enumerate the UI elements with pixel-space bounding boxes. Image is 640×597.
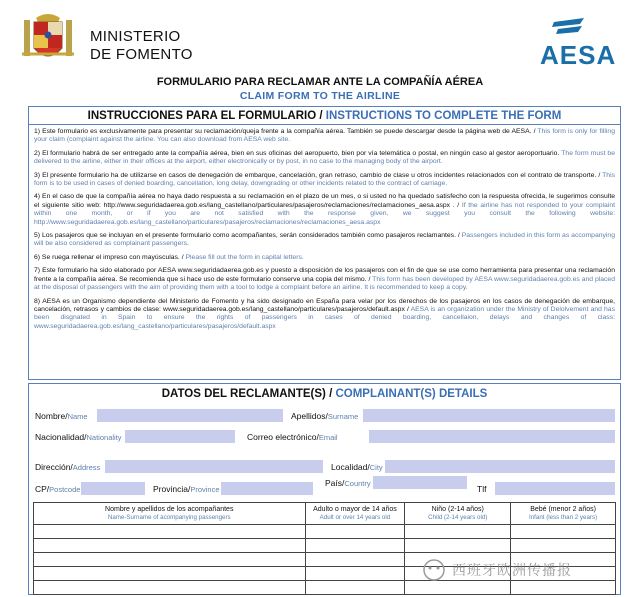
instruction-item xyxy=(34,172,615,189)
instruction-text-en: If the airline has not responded to your complaint within one month, or if you are not satisfied with the response given, we suggest you consult the following website: http://www.seguridadaerea.gob.es/lang_castellano/particulares/pasajeros/reclamaciones/reclamaciones_aesa.aspx xyxy=(34,201,615,226)
complainant-heading xyxy=(29,384,620,404)
instruction-text-es: 2) El formulario habrá de ser entregado ante la compañía aérea, bien en sus oficinas del aeropuerto, bien por vía telemática o postal, en ningún caso al gestor aeroportuario. xyxy=(34,149,562,157)
postcode-field[interactable] xyxy=(81,482,145,495)
col-header-adult xyxy=(305,503,405,525)
header-text-es: Bebé (menor 2 años) xyxy=(530,505,596,513)
email-label-en: Email xyxy=(318,433,338,442)
header-text-en: Adult or over 14 years old xyxy=(319,513,391,521)
postcode-label-es: CP/ xyxy=(35,484,50,494)
companion-name-cell[interactable] xyxy=(34,525,306,539)
adult-cell[interactable] xyxy=(305,553,405,567)
table-row xyxy=(34,539,616,553)
companion-name-cell[interactable] xyxy=(34,553,306,567)
adult-cell[interactable] xyxy=(305,567,405,581)
watermark-text: 西班牙欧洲传播报 xyxy=(452,562,572,578)
city-label xyxy=(331,462,383,472)
surname-label xyxy=(291,411,358,421)
child-cell[interactable] xyxy=(405,539,511,553)
adult-cell[interactable] xyxy=(305,581,405,595)
nationality-label-en: Nationality xyxy=(86,433,122,442)
name-label xyxy=(35,411,88,421)
city-field[interactable] xyxy=(385,460,615,473)
companion-name-cell[interactable] xyxy=(34,567,306,581)
instruction-item xyxy=(34,150,615,167)
nationality-label xyxy=(35,432,122,442)
instruction-text-en: This form has been developed by AESA www.seguridadaerea.gob.es and placed at the disposal of passengers with the aim of providing them with a tool to lodge a complaint before an airline. It is recommended to keep a copy. xyxy=(34,275,615,292)
province-field[interactable] xyxy=(221,482,313,495)
ministry-line-1: MINISTERIO xyxy=(90,28,181,45)
name-field[interactable] xyxy=(97,409,283,422)
coat-of-arms-icon xyxy=(22,10,74,66)
header-text-es: Nombre y apellidos de los acompañantes xyxy=(105,505,234,513)
country-field[interactable] xyxy=(373,476,467,489)
address-label-es: Dirección/ xyxy=(35,462,73,472)
col-header-infant xyxy=(511,503,616,525)
instruction-text-es: 5) Los pasajeros que se incluyan en el presente formulario como acompañantes, serán considerados también como pasajeros reclamantes. / xyxy=(34,232,462,240)
form-title: FORMULARIO PARA RECLAMAR ANTE LA COMPAÑÍA AÉREA xyxy=(156,76,484,88)
header-text-es: Adulto o mayor de 14 años xyxy=(313,505,397,513)
email-label xyxy=(247,432,338,442)
instruction-text-en: This form is only for filling your claim (complaint against the airline. You can also download from AESA web site. xyxy=(34,128,615,144)
col-header-companion-name xyxy=(34,503,306,525)
postcode-label-en: Postcode xyxy=(49,485,81,494)
ministry-line-2: DE FOMENTO xyxy=(90,46,193,63)
province-label-es: Provincia/ xyxy=(153,484,191,494)
instruction-item xyxy=(34,267,615,292)
instruction-text-es: 1) Este formulario es exclusivamente para presentar su reclamación/queja frente a la compañía aérea. También se puede descargar desde la página web de AESA. / xyxy=(34,128,538,135)
instruction-text-en: Please fill out the form in capital letters. xyxy=(185,253,304,261)
instruction-item xyxy=(34,298,615,332)
instructions-section xyxy=(28,106,621,380)
aesa-brand: AESA xyxy=(540,40,617,70)
col-header-child xyxy=(405,503,511,525)
instruction-text-es: 8) AESA es un Organismo dependiente del Ministerio de Fomento y ha sido designado en España para velar por los derechos de los pasajeros en los casos de denegación de embarque, cancelación, retrasos y cambios de clase: www.seguridadaerea.gob.es/lang_castellano/particulares/pasajeros/default.aspx / xyxy=(34,297,615,313)
instruction-item xyxy=(34,232,615,249)
instruction-text-es: 6) Se ruega rellenar el impreso con mayúsculas. / xyxy=(34,253,186,261)
phone-field[interactable] xyxy=(495,482,615,495)
instructions-heading xyxy=(29,107,620,125)
instruction-item xyxy=(34,193,615,227)
complainant-heading-en: COMPLAINANT(S) DETAILS xyxy=(335,388,488,400)
instruction-text-en: Passengers included in this form as accompanying will be also considered as complainant passengers. xyxy=(34,232,615,248)
phone-label: Tlf xyxy=(477,484,487,494)
address-label xyxy=(35,462,100,472)
header-text-en: Child (2-14 years old) xyxy=(428,513,488,521)
infant-cell[interactable] xyxy=(511,539,616,553)
page-header xyxy=(0,0,640,72)
adult-cell[interactable] xyxy=(305,525,405,539)
address-field[interactable] xyxy=(105,460,323,473)
instruction-item xyxy=(34,128,615,145)
instruction-text-es: 3) El presente formulario ha de utilizarse en casos de denegación de embarque, cancelación, gran retraso, cambio de clase u otros incidentes relacionados con el contrato de transporte. / xyxy=(34,171,603,179)
postcode-label xyxy=(35,484,80,494)
city-label-es: Localidad/ xyxy=(331,462,370,472)
table-row xyxy=(34,525,616,539)
header-text-es: Niño (2-14 años) xyxy=(431,505,484,513)
header-text-en: Infant (less than 2 years) xyxy=(529,513,598,521)
name-label-en: Name xyxy=(67,412,88,421)
adult-cell[interactable] xyxy=(305,539,405,553)
email-label-es: Correo electrónico/ xyxy=(247,432,319,442)
instructions-heading-en: INSTRUCTIONS TO COMPLETE THE FORM xyxy=(325,110,562,122)
surname-label-en: Surname xyxy=(327,412,359,421)
ministry-name xyxy=(90,28,193,64)
child-cell[interactable] xyxy=(405,525,511,539)
city-label-en: City xyxy=(369,463,383,472)
instruction-text-es: 4) En el caso de que la compañía aérea no haya dado respuesta a su reclamación en el plazo de un mes, o si usted no ha quedado satisfecho con la respuesta ofrecida, le sugerimos consulte el siguiente sitio web: http://www.seguridadaerea.gob.es/lang_castellano/particulares/pasajeros/reclamaciones/reclamaciones_aesa.aspx . / xyxy=(34,193,615,209)
instruction-item xyxy=(34,254,615,262)
form-title-english: CLAIM FORM TO THE AIRLINE xyxy=(239,90,401,102)
companion-name-cell[interactable] xyxy=(34,581,306,595)
instructions-heading-es: INSTRUCCIONES PARA EL FORMULARIO / xyxy=(87,110,326,122)
table-header-row xyxy=(34,503,616,525)
name-label-es: Nombre/ xyxy=(35,411,68,421)
email-field[interactable] xyxy=(369,430,615,443)
nationality-field[interactable] xyxy=(125,430,235,443)
surname-field[interactable] xyxy=(363,409,615,422)
instruction-text-en: The form must be delivered to the airline, either in their offices at the airport, either electronically or by post, in no case to the managing body of the airport. xyxy=(34,149,615,166)
country-label-es: País/ xyxy=(325,478,345,488)
address-label-en: Address xyxy=(72,463,101,472)
companion-name-cell[interactable] xyxy=(34,539,306,553)
infant-cell[interactable] xyxy=(511,525,616,539)
country-label xyxy=(325,478,371,488)
instruction-text-en: AESA is an organization under the Ministry of Delolvement and has been disgnated in Spain to ensure the rights of passengers in cases of denied boarding, cancellaion, delays and changes of class: www.seguridadaerea.gob.es/lang_castellano/particulares/pasajeros/default.aspx xyxy=(34,305,615,330)
nationality-label-es: Nacionalidad/ xyxy=(35,432,87,442)
complainant-heading-es: DATOS DEL RECLAMANTE(S) / xyxy=(161,388,336,400)
province-label xyxy=(153,484,220,494)
province-label-en: Province xyxy=(190,485,220,494)
country-label-en: Country xyxy=(344,479,371,488)
instruction-text-en: This form is to be used in cases of denied boarding, cancellation, long delay, downgrading or other incidents related to the contract of carriage. xyxy=(34,171,615,188)
header-text-en: Name-Surname of acompanying passengers xyxy=(107,513,231,521)
surname-label-es: Apellidos/ xyxy=(291,411,328,421)
instruction-text-es: 7) Este formulario ha sido elaborado por AESA www.seguridadaerea.gob.es y puesto a disposición de los pasajeros con el fin de que se use como herramienta para presentar una reclamación frente a la compañía aérea. Se recomienda que si hace uso de este formulario conserve una copia del mismo. / xyxy=(34,267,615,283)
